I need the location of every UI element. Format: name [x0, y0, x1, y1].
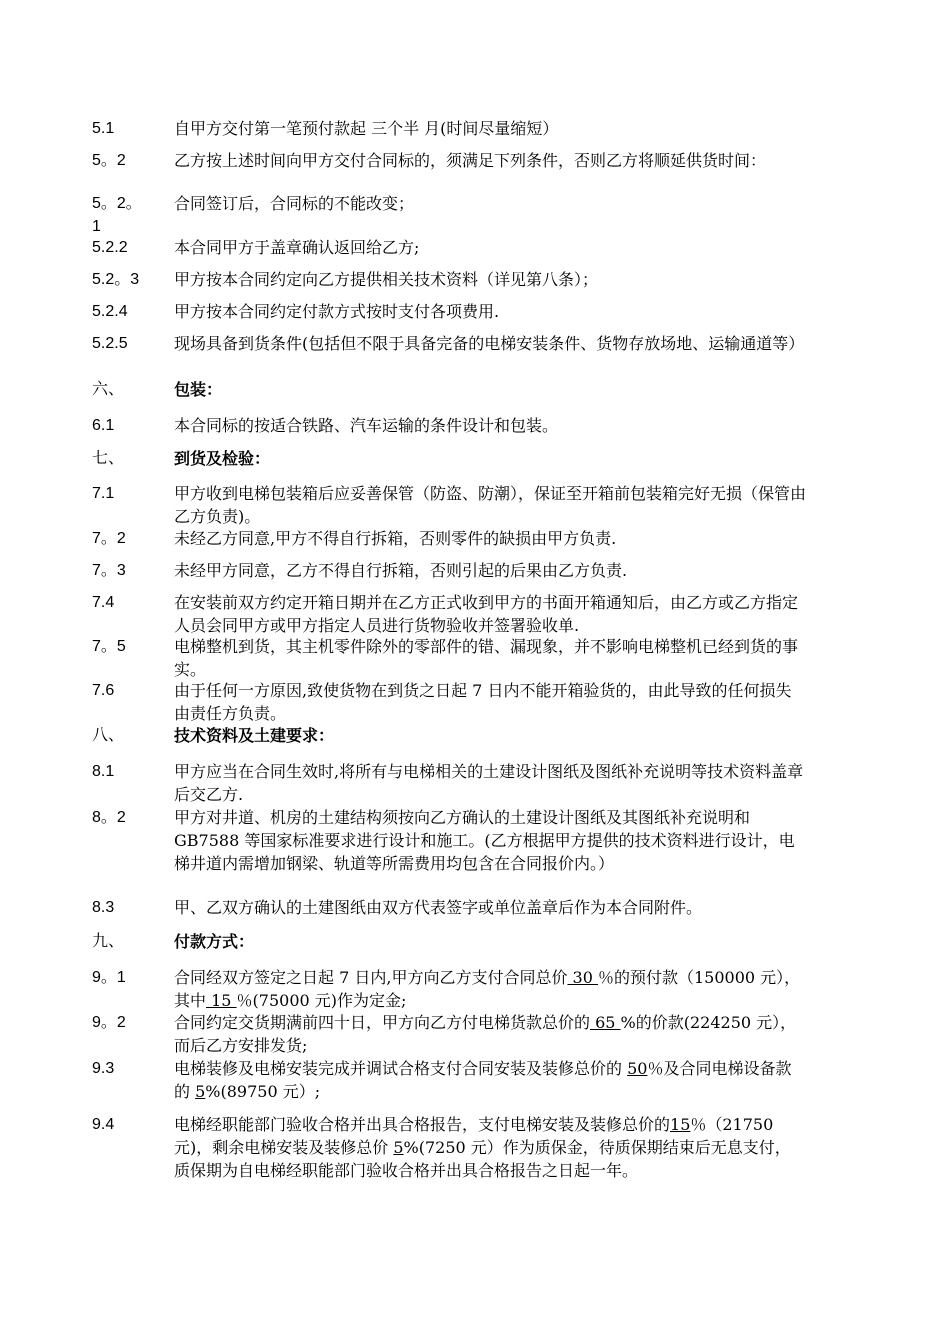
clause-text: 本合同甲方于盖章确认返回给乙方;	[174, 238, 420, 257]
section-number: 七、	[92, 450, 125, 467]
clause-text: 电梯整机到货，其主机零件除外的零部件的错、漏现象，并不影响电梯整机已经到货的事实。	[174, 637, 799, 679]
clause-number: 8。2	[92, 809, 126, 826]
clause-number: 7。5	[92, 638, 126, 655]
underlined-blank: 65	[590, 1013, 621, 1032]
clause-text: 电梯经职能部门验收合格并出具合格报告，支付电梯安装及装修总价的15％（21750 元)，剩余电梯安装及装修总价 5%(7250 元）作为质保金，待质保期结束后无息支付，质保期为自电梯经职能部门验收合格并出具合格报告之日起一年。	[174, 1115, 791, 1180]
clause-number: 9。1	[92, 969, 126, 986]
clause-number: 7.6	[92, 682, 115, 699]
clause-number: 7.4	[92, 594, 115, 611]
clause-text: 甲、乙双方确认的土建图纸由双方代表签字或单位盖章后作为本合同附件。	[174, 898, 703, 917]
clause-number: 5.2.4	[92, 303, 128, 320]
clause-number: 5.1	[92, 120, 115, 137]
underlined-value: 50	[627, 1059, 648, 1078]
clause-text: 在安装前双方约定开箱日期并在乙方正式收到甲方的书面开箱通知后，由乙方或乙方指定人员会同甲方或甲方指定人员进行货物验收并签署验收单.	[174, 593, 799, 635]
clause-number: 5.2.5	[92, 335, 128, 352]
underlined-value: 5	[393, 1138, 404, 1157]
clause-text: 合同经双方签定之日起 7 日内,甲方向乙方支付合同总价 30 ％的预付款（150000 元），其中 15 ％(75000 元)作为定金;	[174, 968, 801, 1010]
clause-text: 未经甲方同意，乙方不得自行拆箱，否则引起的后果由乙方负责.	[174, 561, 628, 580]
section-number: 六、	[92, 381, 125, 398]
clause-text: 甲方按本合同约定付款方式按时支付各项费用.	[174, 302, 500, 321]
clause-text: 电梯装修及电梯安装完成并调试合格支付合同安装及装修总价的 50％及合同电梯设备款的 5%(89750 元）;	[174, 1059, 792, 1101]
clause-number: 5。2	[92, 152, 126, 169]
clause-number: 5.2.2	[92, 239, 128, 256]
clause-number: 9.4	[92, 1116, 115, 1133]
clause-text: 合同签订后，合同标的不能改变；	[174, 194, 415, 213]
section-title: 付款方式：	[174, 932, 255, 951]
clause-text: 本合同标的按适合铁路、汽车运输的条件设计和包装。	[174, 416, 559, 435]
clause-text: 甲方按本合同约定向乙方提供相关技术资料（详见第八条）；	[174, 270, 599, 289]
clause-number: 5.2。3	[92, 271, 140, 288]
clause-number: 9。2	[92, 1014, 126, 1031]
underlined-value: 15	[670, 1115, 691, 1134]
section-number: 九、	[92, 933, 125, 950]
clause-number: 7。3	[92, 562, 126, 579]
clause-text: 合同约定交货期满前四十日，甲方向乙方付电梯货款总价的 65 %的价款(224250 元），而后乙方安排发货;	[174, 1013, 797, 1055]
underlined-blank: 30	[567, 968, 598, 987]
section-title: 技术资料及土建要求：	[174, 726, 335, 745]
clause-text: 甲方应当在合同生效时,将所有与电梯相关的土建设计图纸及图纸补充说明等技术资料盖章后交乙方.	[174, 762, 804, 804]
underlined-value: 5	[195, 1082, 206, 1101]
section-number: 八、	[92, 727, 125, 744]
section-title: 到货及检验：	[174, 449, 271, 468]
clause-number: 5。2。 1	[92, 195, 142, 235]
clause-text: 乙方按上述时间向甲方交付合同标的，须满足下列条件，否则乙方将顺延供货时间：	[174, 151, 767, 170]
clause-text: 未经乙方同意,甲方不得自行拆箱，否则零件的缺损由甲方负责.	[174, 529, 617, 548]
clause-number: 6.1	[92, 417, 115, 434]
clause-number: 9.3	[92, 1060, 115, 1077]
clause-text: 由于任何一方原因,致使货物在到货之日起 7 日内不能开箱验货的，由此导致的任何损失由责任方负责。	[174, 681, 792, 723]
clause-text: 现场具备到货条件(包括但不限于具备完备的电梯安装条件、货物存放场地、运输通道等）	[174, 334, 805, 353]
section-title: 包装：	[174, 380, 223, 399]
clause-number: 8.3	[92, 899, 115, 916]
clause-number: 7。2	[92, 530, 126, 547]
clause-text: 甲方收到电梯包装箱后应妥善保管（防盗、防潮），保证至开箱前包装箱完好无损（保管由乙方负责)。	[174, 484, 807, 526]
clause-text: 自甲方交付第一笔预付款起 三个半 月(时间尽量缩短）	[174, 119, 559, 138]
underlined-blank: 15	[206, 991, 237, 1010]
clause-number: 7.1	[92, 485, 115, 502]
clause-text: 甲方对井道、机房的土建结构须按向乙方确认的土建设计图纸及其图纸补充说明和 GB7588 等国家标准要求进行设计和施工。(乙方根据甲方提供的技术资料进行设计，电梯井道内需增加钢梁、轨道等所需费用均包含在合同报价内。）	[174, 808, 795, 873]
clause-number: 8.1	[92, 763, 115, 780]
